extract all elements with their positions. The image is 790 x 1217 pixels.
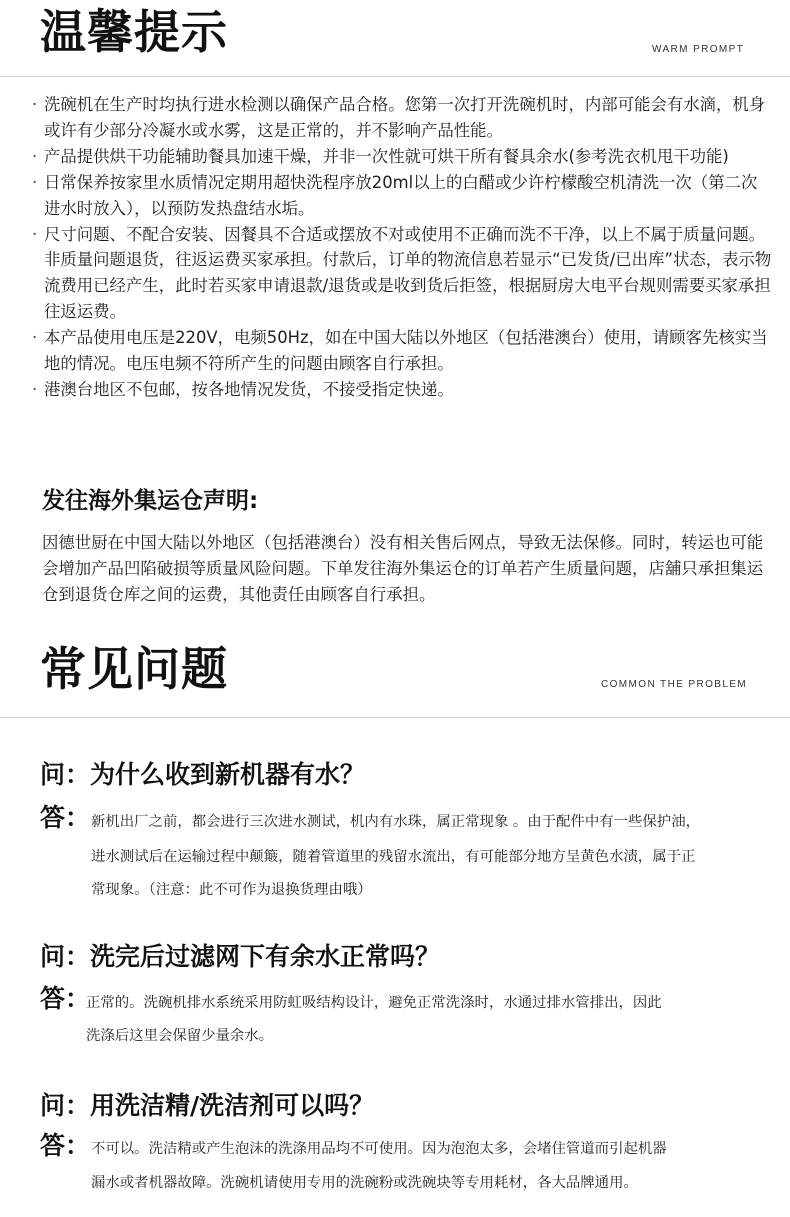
list-item-text: 本产品使用电压是220V，电频50Hz，如在中国大陆以外地区（包括港澳台）使用，请顾客先核实当地的情况。电压电频不符所产生的问题由顾客自行承担。 (44, 328, 768, 374)
warm-prompt-list (32, 92, 772, 403)
bullet-dot: · (32, 224, 38, 244)
faq-answer-line: 进水测试后在运输过程中颠簸，随着管道里的残留水流出，有可能部分地方呈黄色水渍，属于正 (91, 849, 696, 865)
list-item-text: 港澳台地区不包邮，按各地情况发货，不接受指定快递。 (44, 379, 454, 399)
faq-title: 常见问题 (40, 642, 228, 696)
faq-answer-line: 洗涤后这里会保留少量余水。 (86, 1028, 274, 1044)
bullet-dot: · (32, 95, 38, 114)
list-item (32, 325, 772, 377)
faq-answer-label: 答： (40, 803, 91, 832)
list-item-text: 洗碗机在生产时均执行进水检测以确保产品合格。您第一次打开洗碗机时，内部可能会有水滴，机身或许有少部分冷凝水或水雾，这是正常的，并不影响产品性能。 (44, 95, 766, 140)
faq-subtitle: COMMON THE PROBLEM (601, 679, 748, 690)
list-item (32, 222, 772, 326)
list-item-text: 产品提供烘干功能辅助餐具加速干燥，并非一次性就可烘干所有餐具余水(参考洗衣机甩干功能) (44, 146, 729, 166)
list-item (32, 170, 772, 222)
list-item (32, 92, 772, 144)
divider (0, 76, 790, 77)
bullet-dot: · (32, 328, 38, 348)
overseas-heading: 发往海外集运仓声明: (42, 488, 259, 514)
faq-answer-line: 漏水或者机器故障。洗碗机请使用专用的洗碗粉或洗碗块等专用耗材，各大品牌通用。 (91, 1175, 638, 1191)
bullet-dot: · (32, 172, 38, 192)
faq-answer-label: 答： (40, 984, 91, 1013)
list-item-text: 尺寸问题、不配合安装、因餐具不合适或摆放不对或使用不正确而洗不干净，以上不属于质量问题。非质量问题退货，往返运费买家承担。付款后，订单的物流信息若显示“已发货/已出库”状态，表示物流费用已经产生，此时若买家申请退款/退货或是收到货后拒签，根据厨房大电平台规则需要买家承担往返运费。 (44, 224, 772, 322)
bullet-dot: · (32, 379, 38, 399)
faq-answer-line: 新机出厂之前，都会进行三次进水测试，机内有水珠，属正常现象 。由于配件中有一些保护油， (91, 814, 700, 830)
list-item-text: 日常保养按家里水质情况定期用超快洗程序放20ml以上的白醋或少许柠檬酸空机清洗一次（第二次进水时放入），以预防发热盘结水垢。 (44, 172, 758, 218)
faq-question: 问：洗完后过滤网下有余水正常吗？ (40, 942, 441, 971)
divider (0, 717, 790, 718)
warm-prompt-title: 温馨提示 (40, 5, 228, 59)
list-item (32, 377, 772, 403)
warm-prompt-subtitle: WARM PROMPT (652, 44, 745, 55)
faq-answer-label: 答： (40, 1131, 91, 1160)
faq-answer-line: 不可以。洗洁精或产生泡沫的洗涤用品均不可使用。因为泡泡太多，会堵住管道而引起机器 (91, 1141, 667, 1157)
faq-answer-line: 正常的。洗碗机排水系统采用防虹吸结构设计，避免正常洗涤时，水通过排水管排出，因此 (86, 995, 662, 1011)
list-item (32, 144, 772, 170)
faq-answer-line: 常现象。（注意：此不可作为退换货理由哦） (91, 882, 372, 898)
faq-question: 问：为什么收到新机器有水？ (40, 760, 366, 789)
overseas-text: 因德世厨在中国大陆以外地区（包括港澳台）没有相关售后网点，导致无法保修。同时，转运也可能会增加产品凹陷破损等质量风险问题。下单发往海外集运仓的订单若产生质量问题，店舖只承担集运仓到退货仓库之间的运费，其他责任由顾客自行承担。 (42, 533, 764, 604)
faq-question: 问：用洗洁精/洗洁剂可以吗？ (40, 1091, 375, 1120)
bullet-dot: · (32, 146, 38, 166)
